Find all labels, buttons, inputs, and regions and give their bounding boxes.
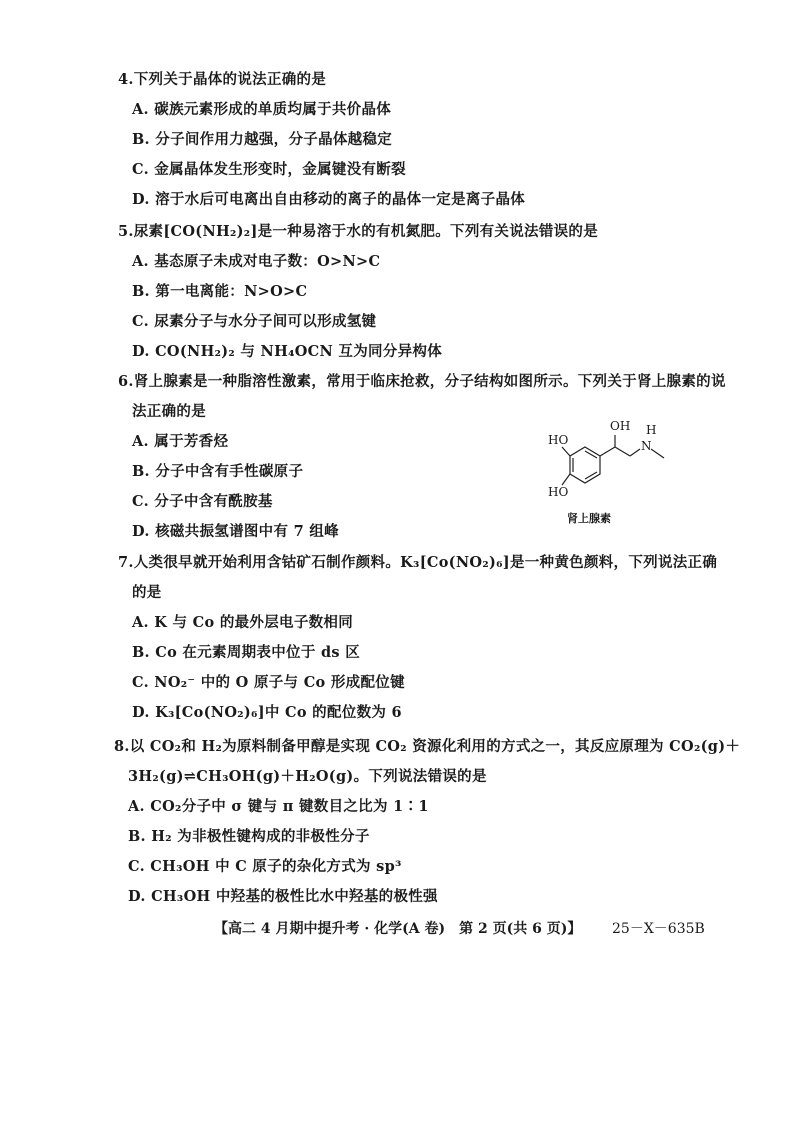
option-label: C. — [132, 493, 149, 510]
question-8-option-b — [128, 827, 370, 847]
question-5-option-c — [132, 312, 376, 332]
option-text: CO(NH₂)₂ 与 NH₄OCN 互为同分异构体 — [155, 343, 442, 360]
figure-caption: 肾上腺素 — [567, 512, 611, 525]
ho-upper-label: HO — [548, 433, 569, 447]
option-label: B. — [128, 828, 146, 845]
page-footer-code: 25－X－635B — [612, 921, 705, 937]
question-7-stem-cont: 的是 — [132, 584, 162, 601]
option-label: B. — [132, 131, 150, 148]
question-6-option-d — [132, 522, 339, 542]
nh-n-label: N — [641, 439, 652, 453]
question-6-stem-cont: 法正确的是 — [132, 403, 206, 420]
question-text: 尿素[CO(NH₂)₂]是一种易溶于水的有机氮肥。下列有关说法错误的是 — [133, 223, 599, 240]
option-text: CO₂分子中 σ 键与 π 键数目之比为 1∶1 — [150, 798, 429, 815]
option-label: A. — [132, 433, 149, 450]
question-4-option-a — [132, 100, 391, 120]
option-text: 分子中含有手性碳原子 — [155, 463, 304, 480]
option-text: CH₃OH 中羟基的极性比水中羟基的极性强 — [151, 888, 438, 905]
option-label: D. — [132, 523, 150, 540]
option-label: D. — [132, 704, 150, 721]
question-7-option-d — [132, 703, 402, 723]
option-label: D. — [132, 191, 150, 208]
question-text: 人类很早就开始利用含钴矿石制作颜料。K₃[Co(NO₂)₆]是一种黄色颜料，下列说法正确 — [133, 554, 718, 571]
question-5-option-a — [132, 252, 380, 272]
question-7-option-a — [132, 613, 353, 633]
question-6-stem — [118, 372, 726, 392]
question-text: 以 CO₂和 H₂为原料制备甲醇是实现 CO₂ 资源化利用的方式之一，其反应原理为 CO₂(g)＋ — [129, 738, 741, 755]
question-4-option-b — [132, 130, 392, 150]
option-label: A. — [132, 253, 149, 270]
question-6-option-c — [132, 492, 273, 512]
question-4-stem — [118, 70, 326, 90]
question-number: 5. — [118, 223, 134, 240]
question-number: 6. — [118, 373, 134, 390]
ho-lower-label: HO — [548, 485, 569, 499]
option-text: NO₂⁻ 中的 O 原子与 Co 形成配位键 — [154, 674, 405, 691]
option-label: A. — [128, 798, 145, 815]
option-label: A. — [132, 614, 149, 631]
option-label: C. — [132, 674, 149, 691]
question-7-stem — [118, 553, 717, 573]
question-4-option-d — [132, 190, 525, 210]
option-text: 溶于水后可电离出自由移动的离子的晶体一定是离子晶体 — [155, 191, 526, 208]
option-text: 金属晶体发生形变时，金属键没有断裂 — [154, 161, 406, 178]
option-text: Co 在元素周期表中位于 ds 区 — [155, 644, 361, 661]
option-text: 分子中含有酰胺基 — [154, 493, 273, 510]
question-5-option-b — [132, 282, 307, 302]
option-label: B. — [132, 283, 150, 300]
question-5-stem — [118, 222, 598, 242]
question-8-option-c — [128, 857, 402, 877]
question-7-option-b — [132, 643, 360, 663]
option-label: B. — [132, 463, 150, 480]
option-text: 分子间作用力越强，分子晶体越稳定 — [155, 131, 393, 148]
option-text: K 与 Co 的最外层电子数相同 — [154, 614, 354, 631]
question-text: 肾上腺素是一种脂溶性激素，常用于临床抢救，分子结构如图所示。下列关于肾上腺素的说 — [133, 373, 726, 390]
option-label: C. — [132, 161, 149, 178]
option-label: D. — [132, 343, 150, 360]
option-label: A. — [132, 101, 149, 118]
page-footer-title: 【高二 4 月期中提升考 · 化学(A 卷) 第 2 页(共 6 页)】 — [214, 921, 582, 937]
question-text: 下列关于晶体的说法正确的是 — [133, 71, 327, 88]
option-text: 第一电离能：N>O>C — [155, 283, 308, 300]
option-text: CH₃OH 中 C 原子的杂化方式为 sp³ — [150, 858, 402, 875]
option-label: B. — [132, 644, 150, 661]
oh-label: OH — [610, 419, 631, 433]
option-text: 核磁共振氢谱图中有 7 组峰 — [155, 523, 339, 540]
question-8-option-d — [128, 887, 438, 907]
option-label: C. — [132, 313, 149, 330]
question-5-option-d — [132, 342, 442, 362]
question-6-option-b — [132, 462, 303, 482]
question-number: 7. — [118, 554, 134, 571]
question-7-option-c — [132, 673, 405, 693]
option-text: K₃[Co(NO₂)₆]中 Co 的配位数为 6 — [155, 704, 402, 721]
option-text: 属于芳香烃 — [154, 433, 229, 450]
option-text: 碳族元素形成的单质均属于共价晶体 — [154, 101, 392, 118]
option-label: D. — [128, 888, 146, 905]
question-8-stem — [114, 737, 740, 757]
nh-h-label: H — [646, 423, 657, 437]
question-4-option-c — [132, 160, 406, 180]
question-8-option-a — [128, 797, 429, 817]
question-6-option-a — [132, 432, 228, 452]
question-number: 8. — [114, 738, 130, 755]
question-8-stem-cont: 3H₂(g)⇌CH₃OH(g)＋H₂O(g)。下列说法错误的是 — [128, 768, 487, 785]
option-label: C. — [128, 858, 145, 875]
option-text: 基态原子未成对电子数：O>N>C — [154, 253, 381, 270]
option-text: 尿素分子与水分子间可以形成氢键 — [154, 313, 377, 330]
question-number: 4. — [118, 71, 134, 88]
option-text: H₂ 为非极性键构成的非极性分子 — [151, 828, 370, 845]
